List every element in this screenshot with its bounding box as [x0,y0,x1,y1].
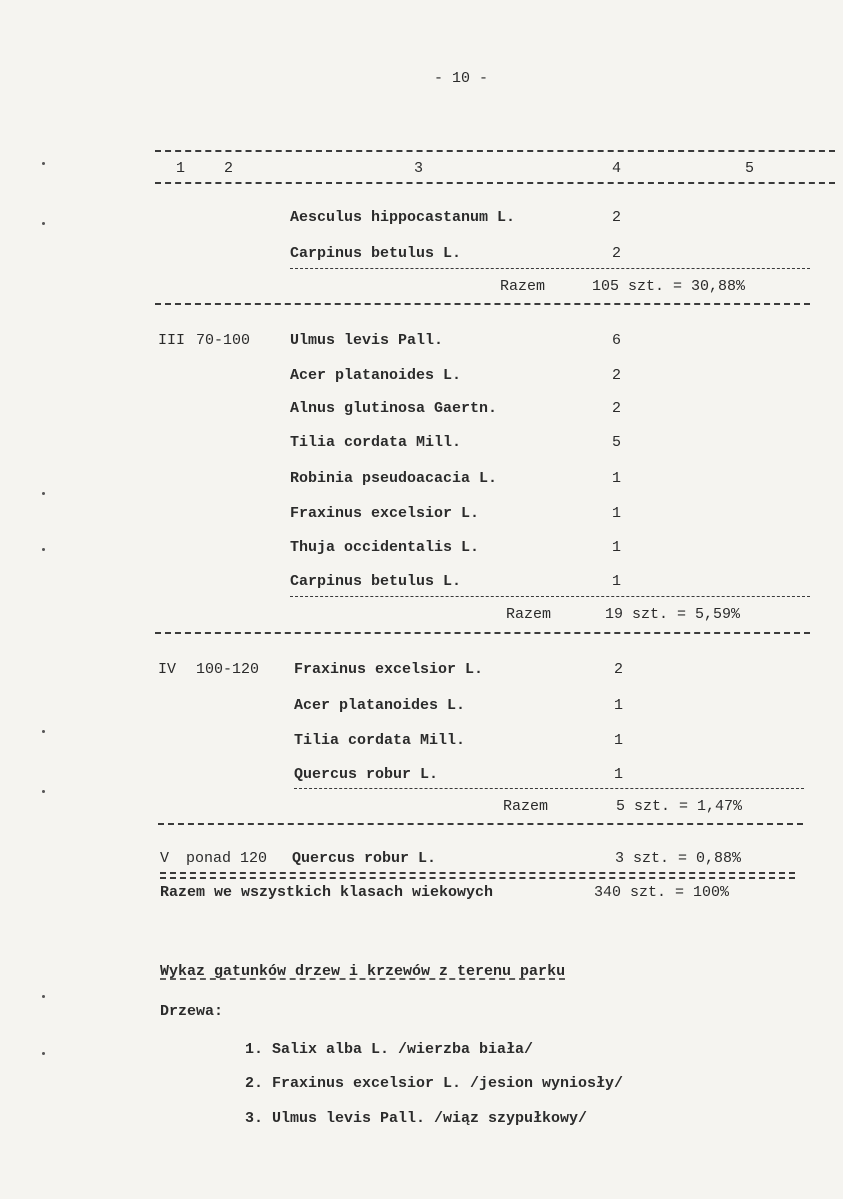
subtotal-rule [290,596,810,597]
species-name: Ulmus levis Pall. [290,332,444,349]
species-count: 2 [612,400,622,417]
species-count: 1 [612,505,622,522]
margin-mark [42,548,45,551]
species-name: Fraxinus excelsior L. [294,661,484,678]
grand-total-label: Razem we wszystkich klasach wiekowych [160,884,494,901]
age-range: ponad 120 [186,850,268,867]
species-count: 2 [612,245,622,262]
species-count: 1 [614,697,624,714]
col-header-5: 5 [745,160,755,177]
species-count: 1 [612,573,622,590]
species-name: Quercus robur L. [294,766,439,783]
subtotal-value: 105 szt. = 30,88% [592,278,746,295]
subtotal-rule [290,268,810,269]
species-name: Carpinus betulus L. [290,573,462,590]
age-class: III [158,332,186,349]
species-count: 2 [612,209,622,226]
margin-mark [42,1052,45,1055]
species-count: 5 [612,434,622,451]
subtotal-label: Razem [506,606,552,623]
subtotal-label: Razem [500,278,546,295]
section-heading: Wykaz gatunków drzew i krzewów z terenu parku [160,963,566,980]
header-bottom-rule [155,182,835,184]
species-count: 2 [614,661,624,678]
margin-mark [42,162,45,165]
age-range: 100-120 [196,661,260,678]
margin-mark [42,222,45,225]
col-header-1: 1 [176,160,186,177]
species-count: 1 [612,539,622,556]
species-name: Carpinus betulus L. [290,245,462,262]
species-count: 1 [614,766,624,783]
page-number: - 10 - [434,70,489,87]
margin-mark [42,730,45,733]
margin-mark [42,492,45,495]
species-count: 2 [612,367,622,384]
list-item: 2. Fraxinus excelsior L. /jesion wyniosły/ [245,1075,624,1092]
subtotal-value: 5 szt. = 1,47% [616,798,743,815]
species-name: Alnus glutinosa Gaertn. [290,400,498,417]
species-name: Tilia cordata Mill. [290,434,462,451]
species-name: Thuja occidentalis L. [290,539,480,556]
list-item: 3. Ulmus levis Pall. /wiąz szypułkowy/ [245,1110,588,1127]
species-count: 1 [612,470,622,487]
col-header-3: 3 [414,160,424,177]
subtotal-label: Razem [503,798,549,815]
subheading: Drzewa: [160,1003,224,1020]
col-header-4: 4 [612,160,622,177]
subtotal-value: 19 szt. = 5,59% [605,606,741,623]
subtotal-value: 3 szt. = 0,88% [615,850,742,867]
margin-mark [42,995,45,998]
species-name: Quercus robur L. [292,850,437,867]
species-count: 1 [614,732,624,749]
double-rule [160,872,795,874]
col-header-2: 2 [224,160,234,177]
species-name: Acer platanoides L. [294,697,466,714]
age-class: IV [158,661,177,678]
margin-mark [42,790,45,793]
species-count: 6 [612,332,622,349]
grand-total-value: 340 szt. = 100% [594,884,730,901]
age-class: V [160,850,170,867]
species-name: Acer platanoides L. [290,367,462,384]
age-range: 70-100 [196,332,251,349]
subtotal-rule [294,788,804,789]
species-name: Aesculus hippocastanum L. [290,209,516,226]
header-top-rule [155,150,835,152]
group-separator [155,632,810,634]
list-item: 1. Salix alba L. /wierzba biała/ [245,1041,534,1058]
species-name: Fraxinus excelsior L. [290,505,480,522]
group-separator [158,823,803,825]
species-name: Tilia cordata Mill. [294,732,466,749]
species-name: Robinia pseudoacacia L. [290,470,498,487]
group-separator [155,303,810,305]
